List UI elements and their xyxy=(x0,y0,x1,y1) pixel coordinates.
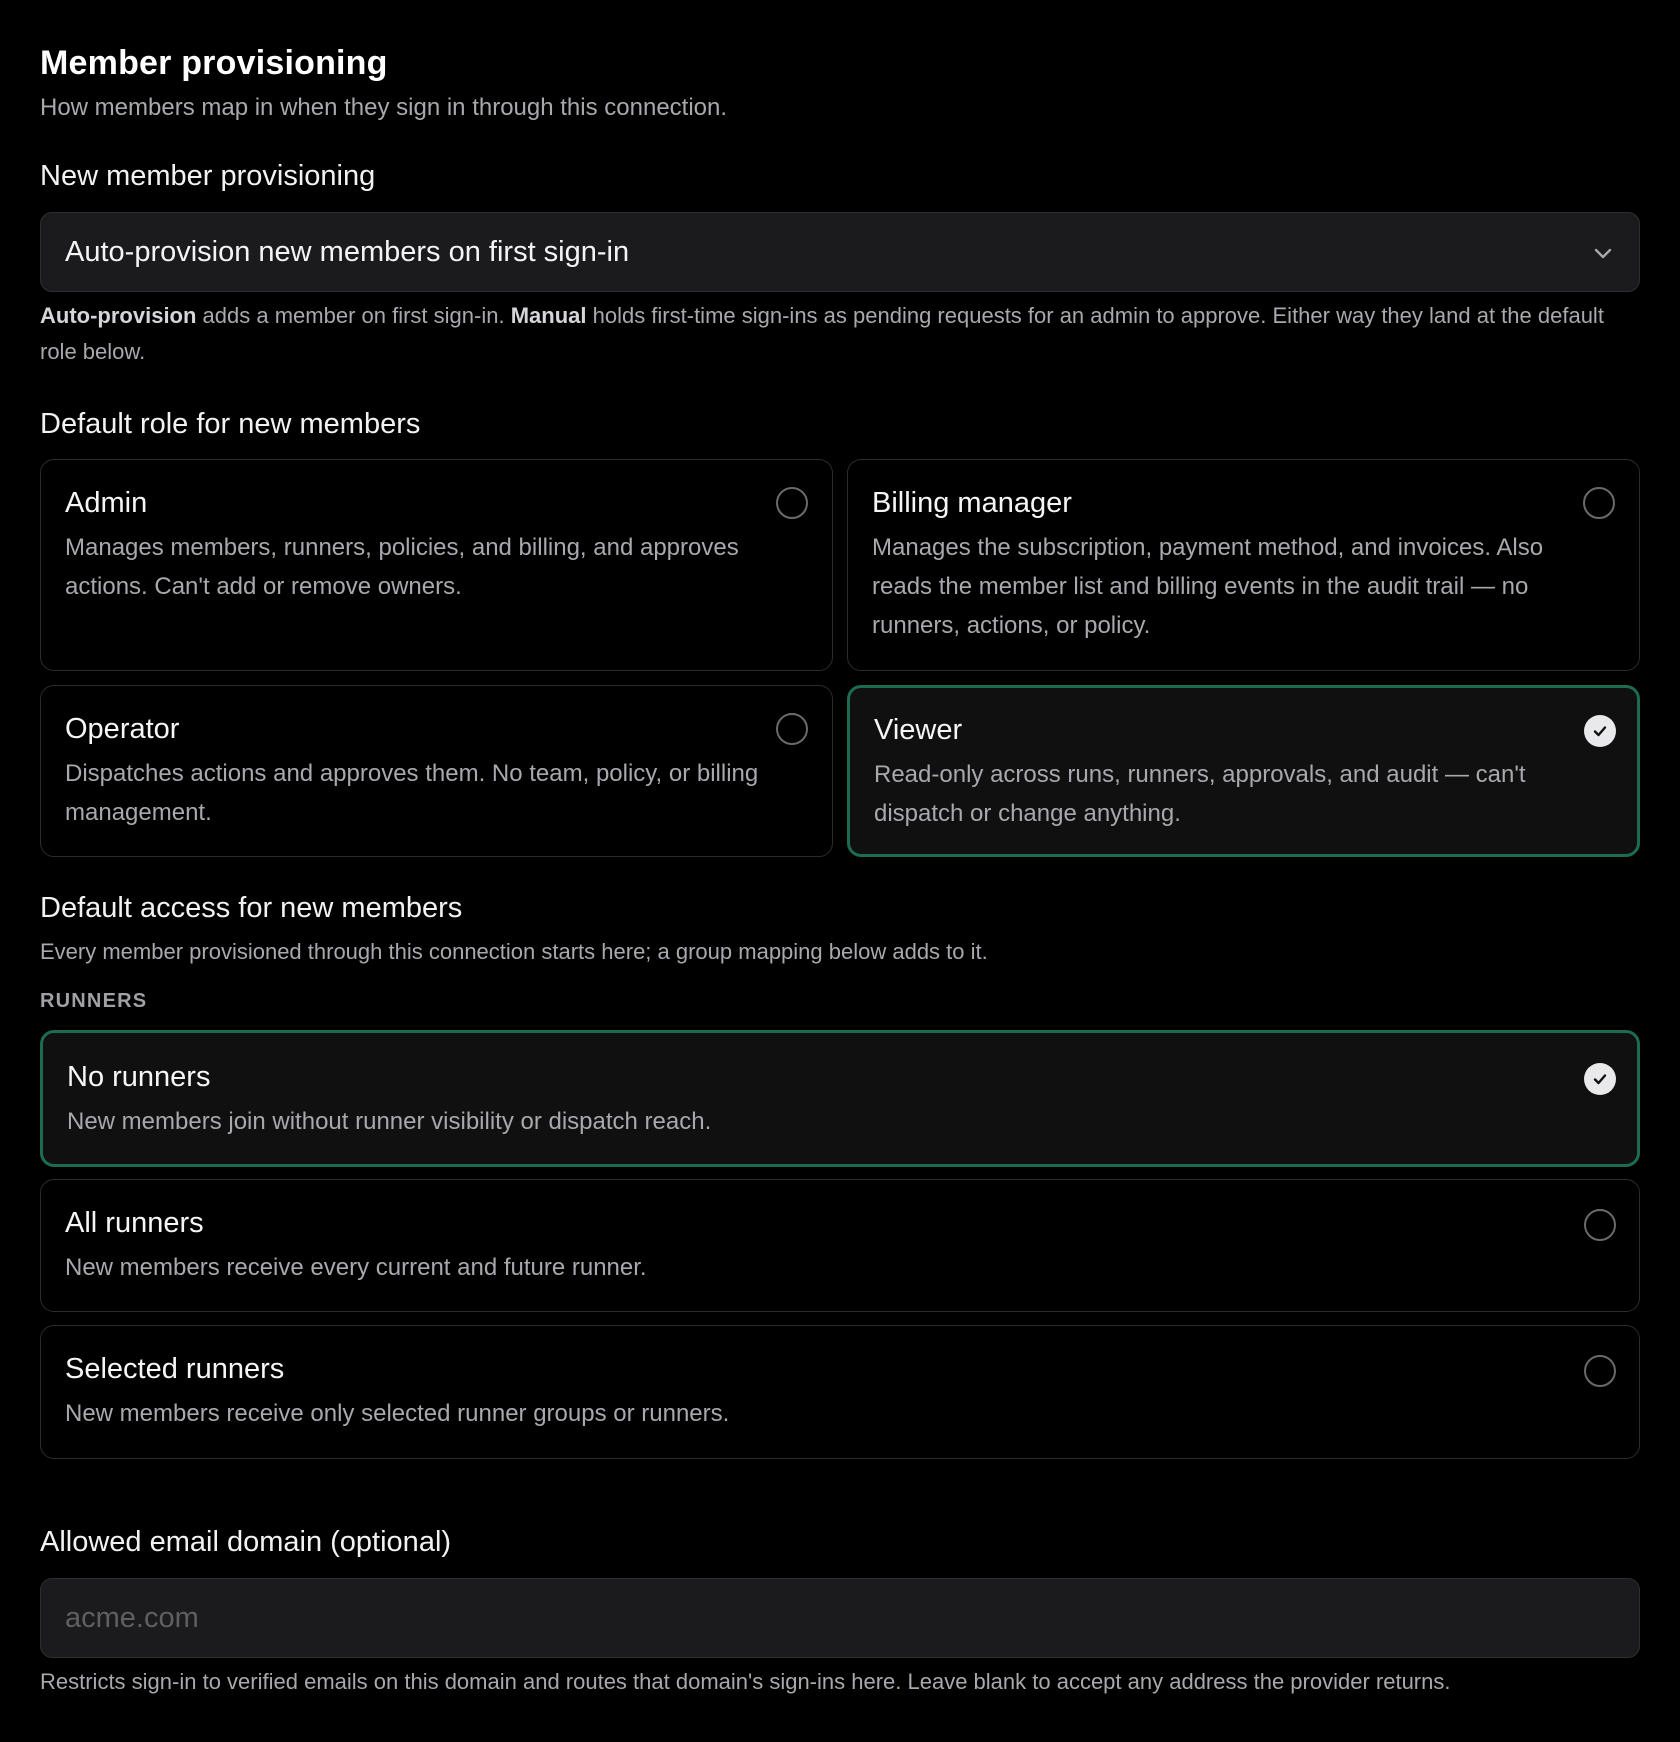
radio-checked-icon[interactable] xyxy=(1584,1063,1616,1095)
radio-unchecked-icon[interactable] xyxy=(1584,1355,1616,1387)
radio-unchecked-icon[interactable] xyxy=(776,487,808,519)
radio-checked-icon[interactable] xyxy=(1584,715,1616,747)
access-option-description: New members receive every current and future runner. xyxy=(65,1254,647,1281)
role-option-description: Dispatches actions and approves them. No team, policy, or billing management. xyxy=(65,760,759,826)
email-domain-label: Allowed email domain (optional) xyxy=(40,1526,452,1558)
access-option-no-runners[interactable] xyxy=(40,1030,1640,1167)
access-option-title: All runners xyxy=(65,1207,204,1239)
radio-unchecked-icon[interactable] xyxy=(1583,487,1615,519)
access-option-description: New members join without runner visibility or dispatch reach. xyxy=(67,1108,712,1135)
access-option-title: No runners xyxy=(67,1061,211,1093)
default-access-subtitle: Every member provisioned through this connection starts here; a group mapping below adds to it. xyxy=(40,939,988,964)
role-option-title: Billing manager xyxy=(872,487,1072,519)
role-option-title: Admin xyxy=(65,487,148,519)
radio-unchecked-icon[interactable] xyxy=(776,713,808,745)
radio-unchecked-icon[interactable] xyxy=(1584,1209,1616,1241)
access-option-selected-runners[interactable] xyxy=(40,1325,1640,1459)
provisioning-select-value: Auto-provision new members on first sign-in xyxy=(65,235,630,268)
chevron-down-icon xyxy=(1591,241,1615,265)
role-option-title: Viewer xyxy=(874,714,963,746)
email-domain-input[interactable] xyxy=(40,1578,1640,1658)
role-option-operator[interactable] xyxy=(40,685,833,857)
access-option-all-runners[interactable] xyxy=(40,1179,1640,1312)
auto-provision-term: Auto-provision xyxy=(40,303,197,328)
runners-heading: RUNNERS xyxy=(40,990,148,1012)
role-option-admin[interactable] xyxy=(40,459,833,671)
role-option-viewer[interactable] xyxy=(847,685,1640,857)
access-option-title: Selected runners xyxy=(65,1353,285,1385)
access-option-description: New members receive only selected runner groups or runners. xyxy=(65,1400,730,1427)
role-option-billing-manager[interactable] xyxy=(847,459,1640,671)
email-domain-help: Restricts sign-in to verified emails on this domain and routes that domain's sign-ins here. Leave blank to accept any address the provider returns. xyxy=(40,1669,1451,1694)
role-option-description: Manages members, runners, policies, and billing, and approves actions. Can't add or remove owners. xyxy=(65,534,739,600)
role-option-description: Read-only across runs, runners, approvals, and audit — can't dispatch or change anything. xyxy=(874,761,1526,827)
section-subtitle: How members map in when they sign in through this connection. xyxy=(40,94,728,121)
provisioning-label: New member provisioning xyxy=(40,160,376,192)
check-icon xyxy=(1591,722,1609,740)
section-title: Member provisioning xyxy=(40,44,388,82)
provisioning-select[interactable] xyxy=(40,212,1640,292)
provisioning-help: Auto-provision adds a member on first sign-in. Manual holds first-time sign-ins as pending requests for an admin to approve. Either way they land at the default role below. xyxy=(40,303,1604,364)
default-access-label: Default access for new members xyxy=(40,892,463,924)
default-role-label: Default role for new members xyxy=(40,408,421,440)
manual-term: Manual xyxy=(510,303,587,328)
check-icon xyxy=(1591,1070,1609,1088)
role-option-description: Manages the subscription, payment method, and invoices. Also reads the member list and billing events in the audit trail — no runners, actions, or policy. xyxy=(872,534,1544,639)
role-option-title: Operator xyxy=(65,713,180,745)
